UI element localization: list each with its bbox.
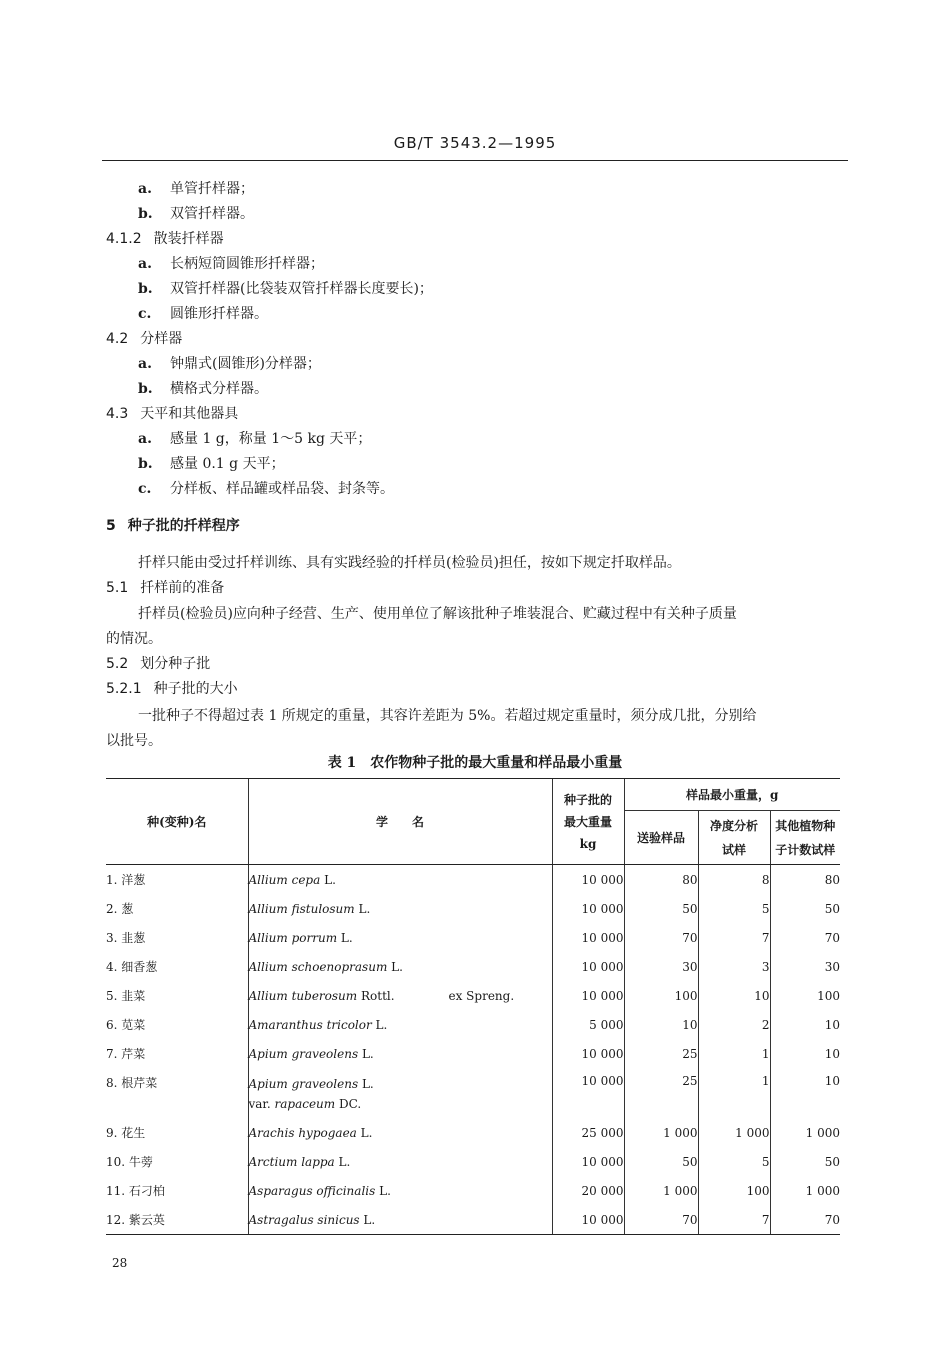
- table-row: 4. 细香葱 Allium schoenoprasum L. 10 000 30 3 30: [106, 952, 840, 981]
- paragraph-5-1-line1: 扦样员(检验员)应向种子经营、生产、使用单位了解该批种子堆装混合、贮藏过程中有关种子质量: [138, 606, 737, 622]
- paragraph-5-2-1-line2: 以批号。: [106, 733, 162, 749]
- section-heading-5-1: 5.1 扦样前的准备: [106, 580, 225, 596]
- section-heading-4-3: 4.3 天平和其他器具: [106, 406, 239, 422]
- header-name: 种(变种)名: [106, 779, 248, 865]
- paragraph-5: 扦样只能由受过扦样训练、具有实践经验的扦样员(检验员)担任，按如下规定扦取样品。: [138, 555, 681, 571]
- table-row: 9. 花生 Arachis hypogaea L. 25 000 1 000 1 000 1 000: [106, 1118, 840, 1147]
- list-item: b. 横格式分样器。: [138, 381, 268, 397]
- section-heading-5: 5 种子批的扦样程序: [106, 518, 240, 534]
- paragraph-5-2-1-line1: 一批种子不得超过表 1 所规定的重量，其容许差距为 5%。若超过规定重量时，须分成几批，分别给: [138, 708, 757, 724]
- section-heading-5-2: 5.2 划分种子批: [106, 656, 211, 672]
- list-item: b. 感量 0.1 g 天平；: [138, 456, 285, 472]
- paragraph-5-1-line2: 的情况。: [106, 631, 162, 647]
- table-row: 10. 牛蒡 Arctium lappa L. 10 000 50 5 50: [106, 1147, 840, 1176]
- header-max-weight: 种子批的 最大重量 kg: [552, 779, 624, 865]
- list-item: c. 圆锥形扦样器。: [138, 306, 268, 322]
- header-rule: [102, 160, 848, 161]
- header-sample-min-weight: 样品最小重量，g: [624, 779, 840, 811]
- table-row: 6. 苋菜 Amaranthus tricolor L. 5 000 10 2 10: [106, 1010, 840, 1039]
- list-item: c. 分样板、样品罐或样品袋、封条等。: [138, 481, 394, 497]
- table-row: 1. 洋葱 Allium cepa L. 10 000 80 8 80: [106, 865, 840, 895]
- list-item: a. 长柄短筒圆锥形扦样器；: [138, 256, 324, 272]
- section-heading-4-1-2: 4.1.2 散装扦样器: [106, 231, 224, 247]
- table-row: 5. 韭菜 Allium tuberosum Rottl. ex Spreng. 10 000 100 10 100: [106, 981, 840, 1010]
- header-scientific-name: 学 名: [248, 779, 552, 865]
- table-row: 12. 紫云英 Astragalus sinicus L. 10 000 70 7 70: [106, 1205, 840, 1235]
- table-row: 8. 根芹菜 Apium graveolens L. var. rapaceum DC. 10 000 25 1 10: [106, 1068, 840, 1118]
- header-purity-sample: 净度分析 试样: [698, 811, 770, 865]
- table-row: 7. 芹菜 Apium graveolens L. 10 000 25 1 10: [106, 1039, 840, 1068]
- list-item: a. 单管扦样器；: [138, 181, 254, 197]
- section-heading-4-2: 4.2 分样器: [106, 331, 183, 347]
- list-item: b. 双管扦样器(比袋装双管扦样器长度要长)；: [138, 281, 433, 297]
- page-number: 28: [112, 1256, 128, 1270]
- seed-lot-table: [106, 778, 840, 1235]
- list-item: b. 双管扦样器。: [138, 206, 254, 222]
- page-header: GB/T 3543.2—1995: [393, 134, 557, 152]
- list-item: a. 钟鼎式(圆锥形)分样器；: [138, 356, 321, 372]
- header-other-seeds-sample: 其他植物种 子计数试样: [770, 811, 840, 865]
- table-row: 3. 韭葱 Allium porrum L. 10 000 70 7 70: [106, 923, 840, 952]
- header-submitted-sample: 送验样品: [624, 811, 698, 865]
- list-item: a. 感量 1 g，称量 1～5 kg 天平；: [138, 431, 372, 447]
- table-row: 11. 石刁柏 Asparagus officinalis L. 20 000 1 000 100 1 000: [106, 1176, 840, 1205]
- section-heading-5-2-1: 5.2.1 种子批的大小: [106, 681, 238, 697]
- table-row: 2. 葱 Allium fistulosum L. 10 000 50 5 50: [106, 894, 840, 923]
- table-caption: 表 1 农作物种子批的最大重量和样品最小重量: [327, 755, 623, 771]
